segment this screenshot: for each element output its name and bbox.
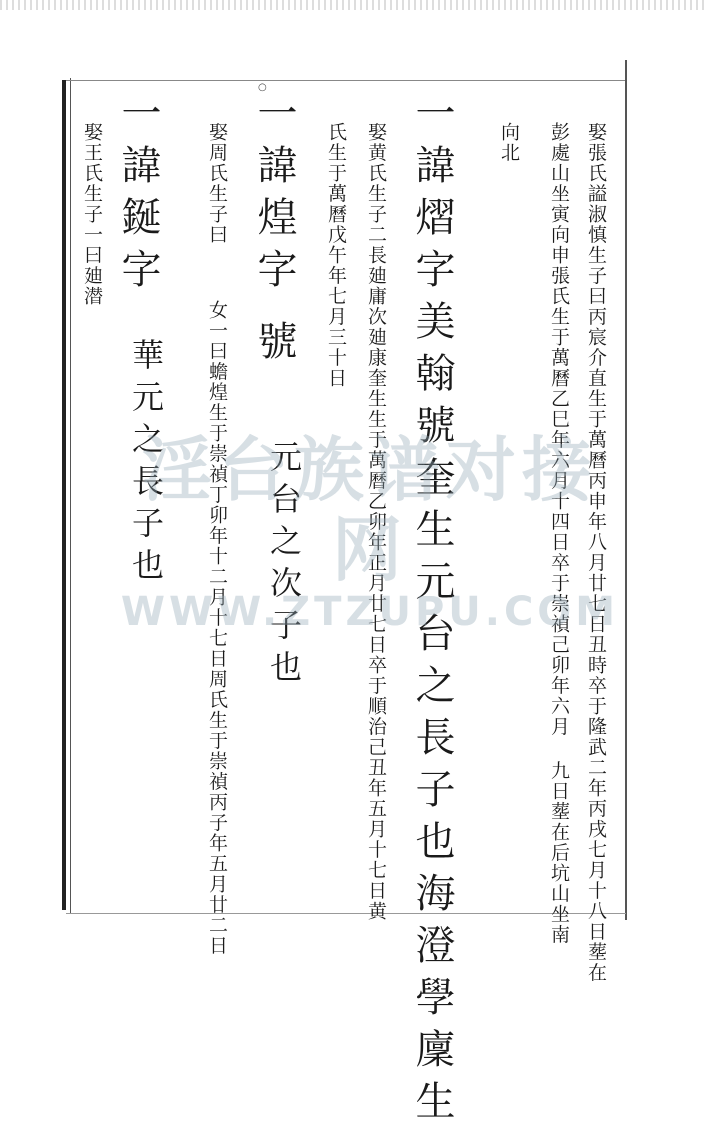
- entry-hao-huang: 號: [251, 320, 297, 372]
- watermark-chinese: 淫台族谱对接网: [142, 429, 598, 591]
- top-border: [66, 80, 626, 81]
- ink-mark: ○: [258, 82, 267, 93]
- text-column-3: 向北: [498, 122, 520, 163]
- entry-relation-chan: 華元之長子也: [127, 338, 165, 590]
- binding-edge: [0, 0, 704, 10]
- left-border-thin: [70, 78, 71, 914]
- entry-relation-huang: 元台之次子也: [265, 440, 303, 692]
- text-column-8: 娶周氏生子曰: [206, 122, 228, 245]
- text-column-9: 女一曰蟾煌生于崇禎丁卯年十二月十七日周氏生于崇禎丙子年五月廿二日: [206, 300, 228, 956]
- watermark-url: WWW.ZTZUPU.COM: [120, 589, 620, 635]
- text-column-2: 彭處山坐寅向申張氏生于萬曆乙巳年六月十四日卒于崇禎己卯年六月 九日塟在后坑山坐南: [548, 122, 570, 945]
- bottom-border: [66, 913, 626, 914]
- text-column-11: 娶王氏生子一曰廸潜: [81, 122, 103, 307]
- text-column-5: 娶黄氏生子二長廸庸次廸康奎生生于萬曆乙卯年正月廿七日卒于順治己丑年五月十七日黄: [365, 122, 387, 922]
- right-border: [625, 60, 627, 920]
- text-column-6: 氏生于萬曆戊午年七月三十日: [325, 122, 347, 389]
- entry-heading-huang: 一諱煌字: [251, 92, 297, 300]
- entry-heading-yi: 一諱熠字美翰號奎生元台之長子也海澄學廩生: [409, 92, 455, 1132]
- text-column-1: 娶張氏謚淑慎生子曰丙宸介直生于萬曆丙申年八月廿七日丑時卒于隆武二年丙戌七月十八日塟在: [585, 122, 607, 983]
- left-border-thick: [62, 80, 66, 910]
- entry-heading-chan: 一諱鋋字: [115, 92, 161, 300]
